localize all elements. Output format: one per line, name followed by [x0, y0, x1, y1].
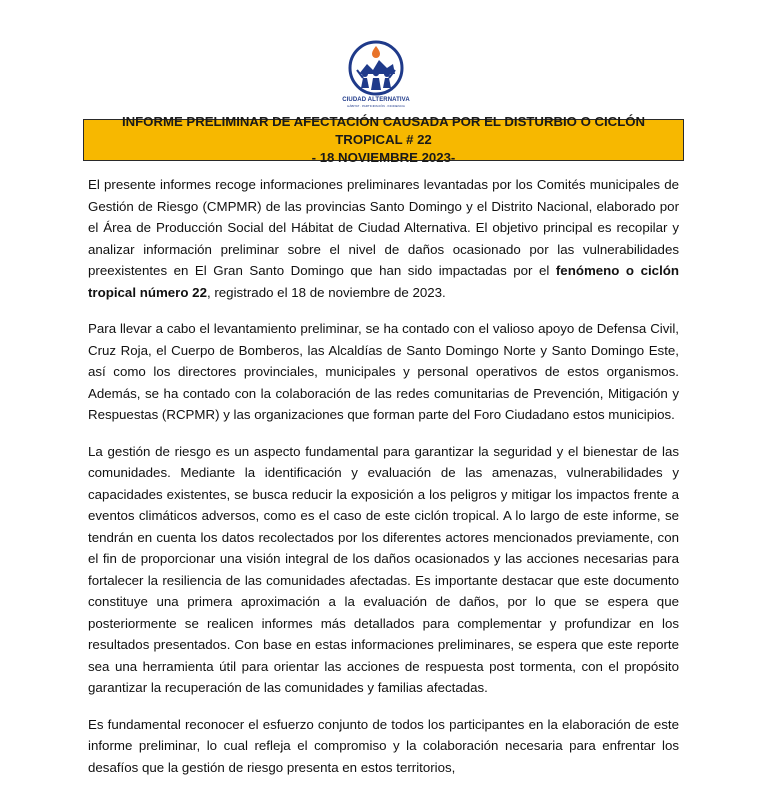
report-title-line1: INFORME PRELIMINAR DE AFECTACIÓN CAUSADA POR EL DISTURBIO O CICLÓN TROPICAL # 22 — [121, 114, 646, 147]
paragraph-introduction-text-b: , registrado el 18 de noviembre de 2023. — [206, 284, 446, 300]
paragraph-collaborators: Para llevar a cabo el levantamiento preliminar, se ha contado con el valioso apoyo de Defensa Civil, Cruz Roja, el Cuerpo de Bomberos, las Alcaldías de Santo Domingo Norte y Santo Domingo Este, así como los directores provinciales, municipales y personal operativos de estos organismos. Además, se ha contado con la colaboración de las redes comunitarias de Prevención, Mitigación y Respuestas (RCPMR) y las organizaciones que forman parte del Foro Ciudadano estos municipios. — [88, 321, 679, 422]
paragraph-risk-management: La gestión de riesgo es un aspecto fundamental para garantizar la seguridad y el bienestar de las comunidades. Mediante la identificación y evaluación de las amenazas, vulnerabilidades y capacidades existentes, se busca reducir la exposición a los peligros y mitigar los impactos frente a eventos climáticos adversos, como es el caso de este ciclón tropical. A lo largo de este informe, se tendrán en cuenta los datos recolectados por los diferentes actores mencionados previamente, con el fin de proporcionar una visión integral de los daños ocasionados y las acciones necesarias para fortalecer la resiliencia de las comunidades afectadas. Es importante destacar que este documento constituye una primera aproximación a la evaluación de daños, por lo que se espera que posteriormente se realicen informes más detallados para complementar y profundizar en los resultados presentados. Con base en estas informaciones preliminares, se espera que este reporte sea una herramienta útil para orientar las acciones de respuesta post tormenta, con el propósito garantizar la recuperación de las comunidades y familias afectadas. — [88, 443, 679, 695]
paragraph-introduction — [88, 174, 679, 303]
report-title — [89, 113, 679, 167]
report-title-box — [83, 114, 684, 165]
organization-logo — [341, 40, 411, 112]
logo-name: CIUDAD ALTERNATIVA — [342, 97, 410, 103]
paragraph-introduction-bold: fenómeno o ciclón tropical número 22 — [88, 263, 680, 300]
report-title-line2: - 18 NOVIEMBRE 2023- — [311, 150, 456, 165]
logo-tagline: HÁBITAT · PARTICIPACIÓN · INCIDENCIA — [347, 104, 405, 108]
paragraph-introduction-text-a: El presente informes recoge informaciones preliminares levantadas por los Comités municipales de Gestión de Riesgo (CMPMR) de las provincias Santo Domingo y el Distrito Nacional, elaborado por el Área de Producción Social del Hábitat de Ciudad Alternativa. El objetivo principal es recopilar y analizar información preliminar sobre el nivel de daños ocasionado por las vulnerabilidades preexistentes en El Gran Santo Domingo que han sido impactadas por el — [88, 177, 679, 278]
report-body — [88, 174, 679, 793]
paragraph-acknowledgement: Es fundamental reconocer el esfuerzo conjunto de todos los participantes en la elaboración de este informe preliminar, lo cual refleja el compromiso y la colaboración necesaria para enfrentar los desafíos que la gestión de riesgo presenta en estos territorios, — [88, 716, 679, 775]
ciudad-alternativa-logo-icon — [347, 40, 405, 96]
